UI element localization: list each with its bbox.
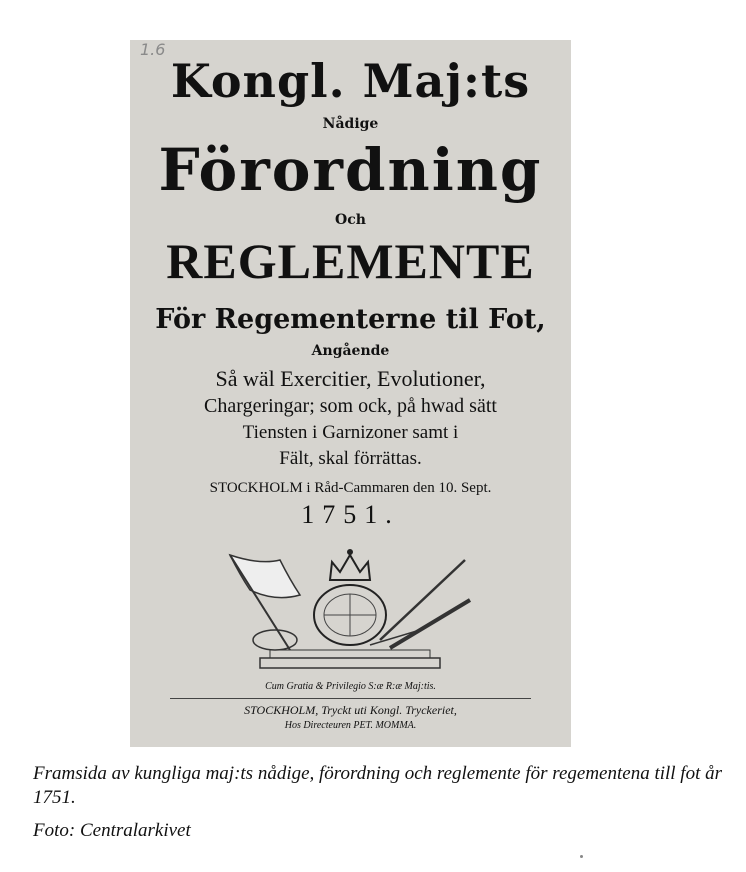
title-page-photo bbox=[130, 40, 571, 747]
imprint-line-2: Hos Directeuren PET. MOMMA. bbox=[284, 720, 417, 731]
title-line-chargeringar: Chargeringar; som ock, på hwad sätt bbox=[204, 395, 497, 417]
title-line-falt: Fält, skal förrättas. bbox=[279, 448, 422, 469]
title-line-kongl: Kongl. Maj:ts bbox=[170, 54, 531, 108]
title-line-year: 1751. bbox=[301, 500, 400, 529]
photo-credit: Foto: Centralarkivet bbox=[33, 820, 191, 841]
pencil-mark: 1.6 bbox=[140, 40, 166, 59]
title-line-reglemente: REGLEMENTE bbox=[166, 233, 535, 289]
title-line-sawal: Så wäl Exercitier, Evolutioner, bbox=[215, 366, 486, 391]
scan-speck bbox=[580, 855, 583, 858]
imprint-divider bbox=[170, 698, 531, 699]
imprint-line-1: STOCKHOLM, Tryckt uti Kongl. Tryckeriet, bbox=[244, 703, 457, 717]
privilege-line: Cum Gratia & Privilegio S:æ R:æ Maj:tis. bbox=[265, 681, 436, 692]
title-line-tiensten: Tiensten i Garnizoner samt i bbox=[242, 422, 459, 443]
royal-emblem-icon bbox=[220, 540, 480, 675]
title-line-forordning: Förordning bbox=[158, 136, 543, 204]
title-line-place-date: STOCKHOLM i Råd-Cammaren den 10. Sept. bbox=[209, 480, 492, 496]
figure-caption: Framsida av kungliga maj:ts nådige, förordning och reglemente för regementena till fot år 1751. bbox=[33, 763, 723, 808]
title-line-nadige: Nådige bbox=[322, 116, 379, 132]
title-line-angaende: Angående bbox=[311, 343, 390, 359]
title-line-regementerne: För Regementerne til Fot, bbox=[155, 304, 546, 335]
title-line-och: Och bbox=[335, 212, 366, 228]
